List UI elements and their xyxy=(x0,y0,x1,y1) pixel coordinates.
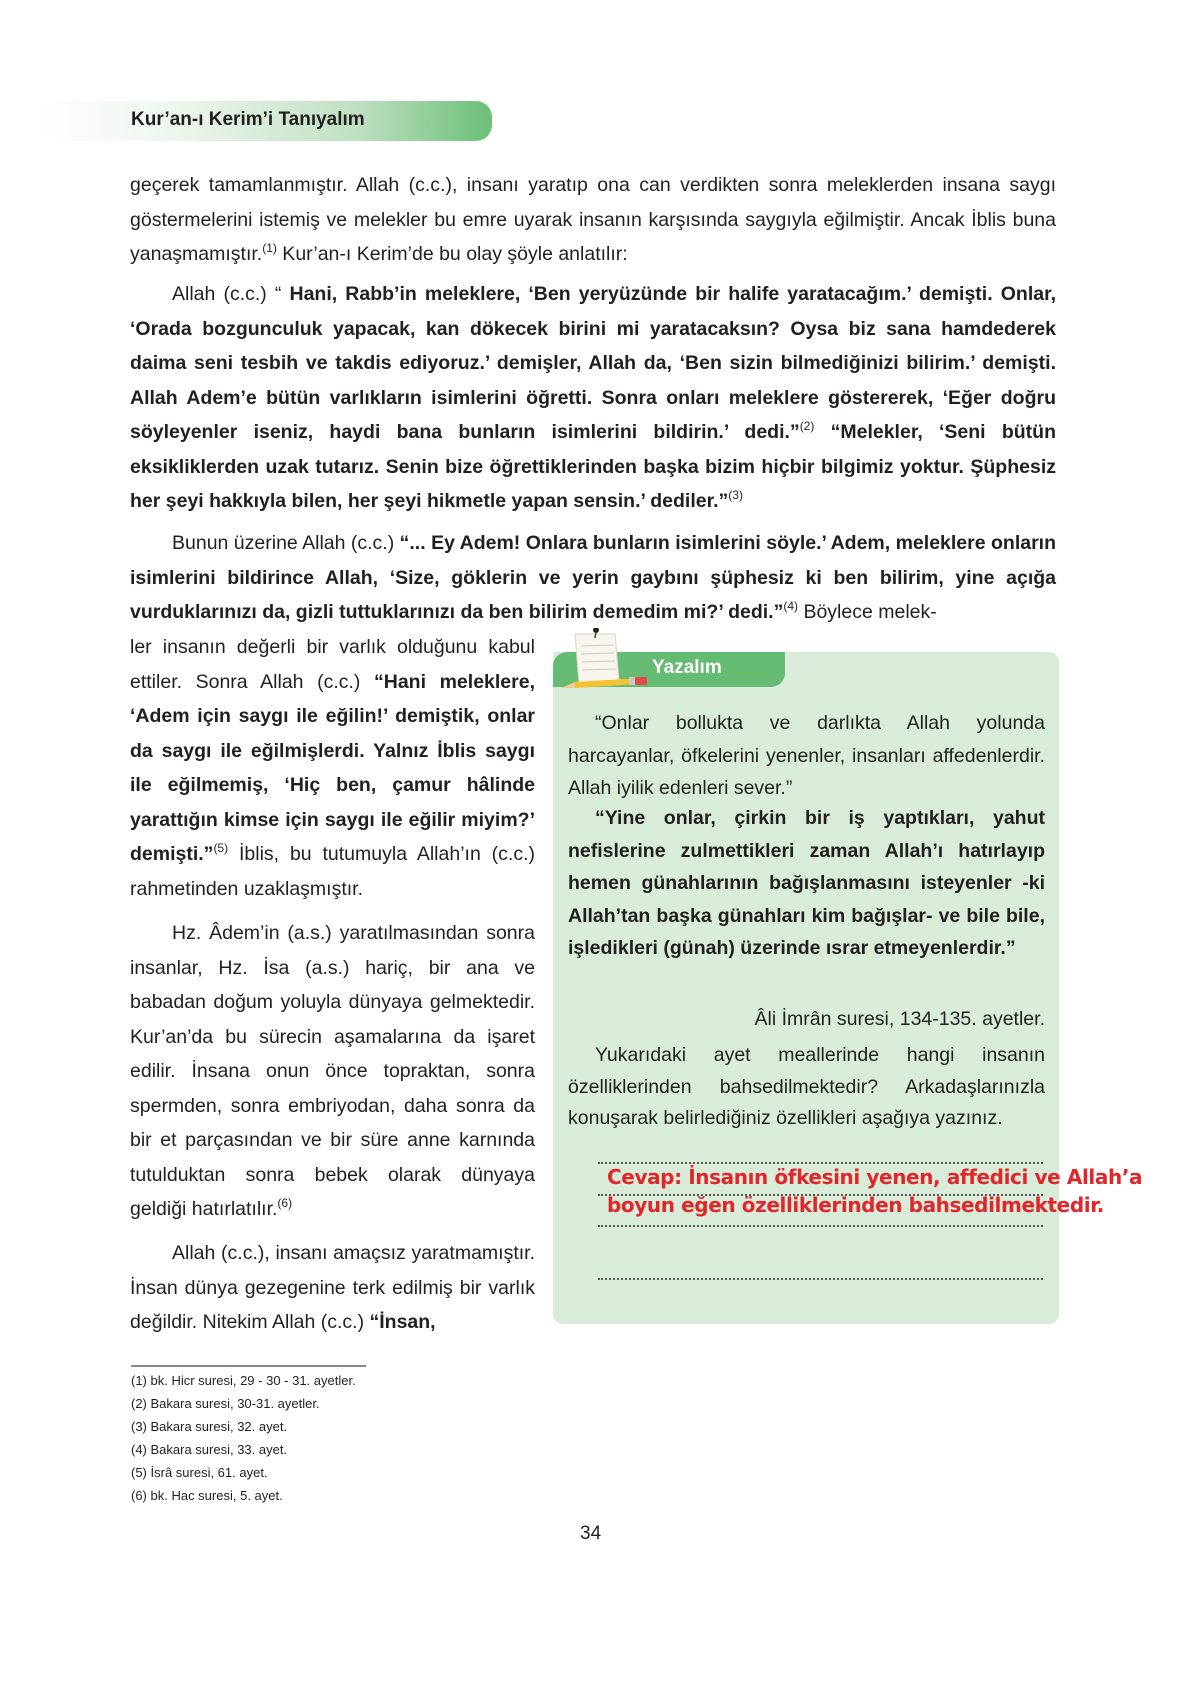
verse-1: “Onlar bollukta ve darlıkta Allah yolunda harcayanlar, öfkelerini yenenler, insanları affedenlerdir. Allah iyilik edenleri sever.” xyxy=(568,712,1045,799)
footnote-4: (4) Bakara suresi, 33. ayet. xyxy=(131,1442,288,1457)
quote2-bold: “... Ey Adem! Onlara bunların isimlerini söyle.’ Adem, meleklere onların isimlerini bildirince Allah, ‘Size, göklerin ve yerin gaybını şüphesiz ki ben bilirim, yine açığa vurduklarınızı da, gizli tuttuklarınızı da ben bilirim demedim mi?’ dedi.” xyxy=(130,532,1057,623)
left-p3-bold: “İnsan, xyxy=(369,1311,436,1333)
chapter-title: Kur’an-ı Kerim’i Tanıyalım xyxy=(131,109,365,130)
answer-text-line-2: boyun eğen özelliklerinden bahsedilmektedir. xyxy=(607,1193,1105,1217)
quote2-lead: Bunun üzerine Allah (c.c.) xyxy=(172,532,400,554)
quote1-lead: Allah (c.c.) “ xyxy=(172,283,290,305)
footnote-ref-3[interactable]: (3) xyxy=(728,488,743,502)
activity-box-title: Yazalım xyxy=(652,657,722,678)
answer-line-1[interactable] xyxy=(598,1162,1043,1164)
quote2-tail: Böylece melek- xyxy=(798,601,937,623)
footnote-ref-1[interactable]: (1) xyxy=(262,241,277,255)
intro-paragraph xyxy=(130,168,1056,272)
left-p1-start: ler insanın değerli bir varlık olduğunu kabul ettiler. Sonra Allah (c.c.) xyxy=(130,636,535,693)
quote-paragraph-1 xyxy=(130,277,1056,519)
answer-line-4[interactable] xyxy=(598,1278,1043,1280)
footnote-5: (5) İsrâ suresi, 61. ayet. xyxy=(131,1465,268,1480)
footnote-ref-2[interactable]: (2) xyxy=(799,419,815,433)
left-column-paragraph-1 xyxy=(130,630,535,906)
verse-2: “Yine onlar, çirkin bir iş yaptıkları, yahut nefislerine zulmettikleri zaman Allah’ı hatırlayıp hemen günahlarının bağışlanmasını isteyenler -ki Allah’tan başka günahları kim bağışlar- ve bile bile, işledikleri (günah) üzerinde ısrar etmeyenlerdir.” xyxy=(568,807,1045,959)
left-p3-start: Allah (c.c.), insanı amaçsız yaratmamıştır. İnsan dünya gezegenine terk edilmiş bir varlık değildir. Nitekim Allah (c.c.) xyxy=(130,1242,535,1333)
quote1-bold-1: Hani, Rabb’in meleklere, ‘Ben yeryüzünde bir halife yaratacağım.’ demişti. Onlar, ‘Orada bozgunculuk yapacak, kan dökecek birini mi yaratacaksın? Oysa biz sana hamdederek daima seni tesbih ve takdis ediyoruz.’ demişler, Allah da, ‘Ben sizin bilmediğinizi bilirim.’ demişti. Allah Adem’e bütün varlıkların isimlerini öğretti. Sonra onları meleklere göstererek, ‘Eğer doğru söyleyenler iseniz, haydi bana bunların isimlerini bildirin.’ dedi.” xyxy=(130,283,1057,443)
notepad-pencil-icon xyxy=(555,628,655,694)
left-column-paragraph-3 xyxy=(130,1236,535,1340)
footnote-6: (6) bk. Hac suresi, 5. ayet. xyxy=(131,1488,283,1503)
left-p1-bold: “Hani meleklere, ‘Adem için saygı ile eğilin!’ demiştik, onlar da saygı ile eğilmişlerdi. Yalnız İblis saygı ile eğilmemiş, ‘Hiç ben, çamur hâlinde yarattığın kimse için saygı ile eğilir miyim?’ demişti.” xyxy=(130,670,535,865)
footnote-ref-5[interactable]: (5) xyxy=(213,841,229,855)
footnote-3: (3) Bakara suresi, 32. ayet. xyxy=(131,1419,288,1434)
footnote-divider xyxy=(131,1365,366,1367)
footnote-ref-6[interactable]: (6) xyxy=(277,1196,293,1210)
quote1-bold-2: “Melekler, ‘Seni bütün eksikliklerden uzak tutarız. Senin bize öğrettiklerinden başka bizim hiçbir bilgimiz yoktur. Şüphesiz her şeyi hakkıyla bilen, her şeyi hikmetle yapan sensin.’ dediler.” xyxy=(130,421,1056,512)
footnote-1: (1) bk. Hicr suresi, 29 - 30 - 31. ayetler. xyxy=(131,1373,356,1388)
left-p2-text: Hz. Âdem’in (a.s.) yaratılmasından sonra insanlar, Hz. İsa (a.s.) hariç, bir ana ve babadan doğum yoluyla dünyaya gelmektedir. Kur’an’da bu sürecin aşamalarına da işaret edilir. İnsana onun önce topraktan, sonra spermden, sonra embriyodan, daha sonra da bir et parçasından ve bir süre anne karnında tutulduktan sonra bebek olarak dünyaya geldiği hatırlatılır. xyxy=(130,922,535,1220)
footnote-ref-4[interactable]: (4) xyxy=(783,599,799,613)
footnote-2: (2) Bakara suresi, 30-31. ayetler. xyxy=(131,1396,320,1411)
intro-text-cont: Kur’an-ı Kerim’de bu olay şöyle anlatılır: xyxy=(276,243,628,265)
answer-text-line-1: Cevap: İnsanın öfkesini yenen, affedici ve Allah’a xyxy=(607,1165,1143,1189)
page-number: 34 xyxy=(580,1523,602,1544)
answer-line-3[interactable] xyxy=(598,1225,1043,1227)
intro-text: geçerek tamamlanmıştır. Allah (c.c.), insanı yaratıp ona can verdikten sonra meleklerden insana saygı göstermelerini istemiş ve melekler bu emre uyarak insanın karşısında saygıyla eğilmiştir. Ancak İblis buna yanaşmamıştır. xyxy=(130,174,1056,265)
left-column-paragraph-2 xyxy=(130,916,535,1227)
activity-question: Yukarıdaki ayet meallerinde hangi insanın özelliklerinden bahsedilmektedir? Arkadaşlarınızla konuşarak belirlediğiniz özellikleri aşağıya yazınız. xyxy=(568,1044,1045,1129)
verse-reference: Âli İmrân suresi, 134-135. ayetler. xyxy=(754,1008,1045,1030)
quote-paragraph-2 xyxy=(130,526,1056,630)
left-p1-end: İblis, bu tutumuyla Allah’ın (c.c.) rahmetinden uzaklaşmıştır. xyxy=(130,843,535,900)
